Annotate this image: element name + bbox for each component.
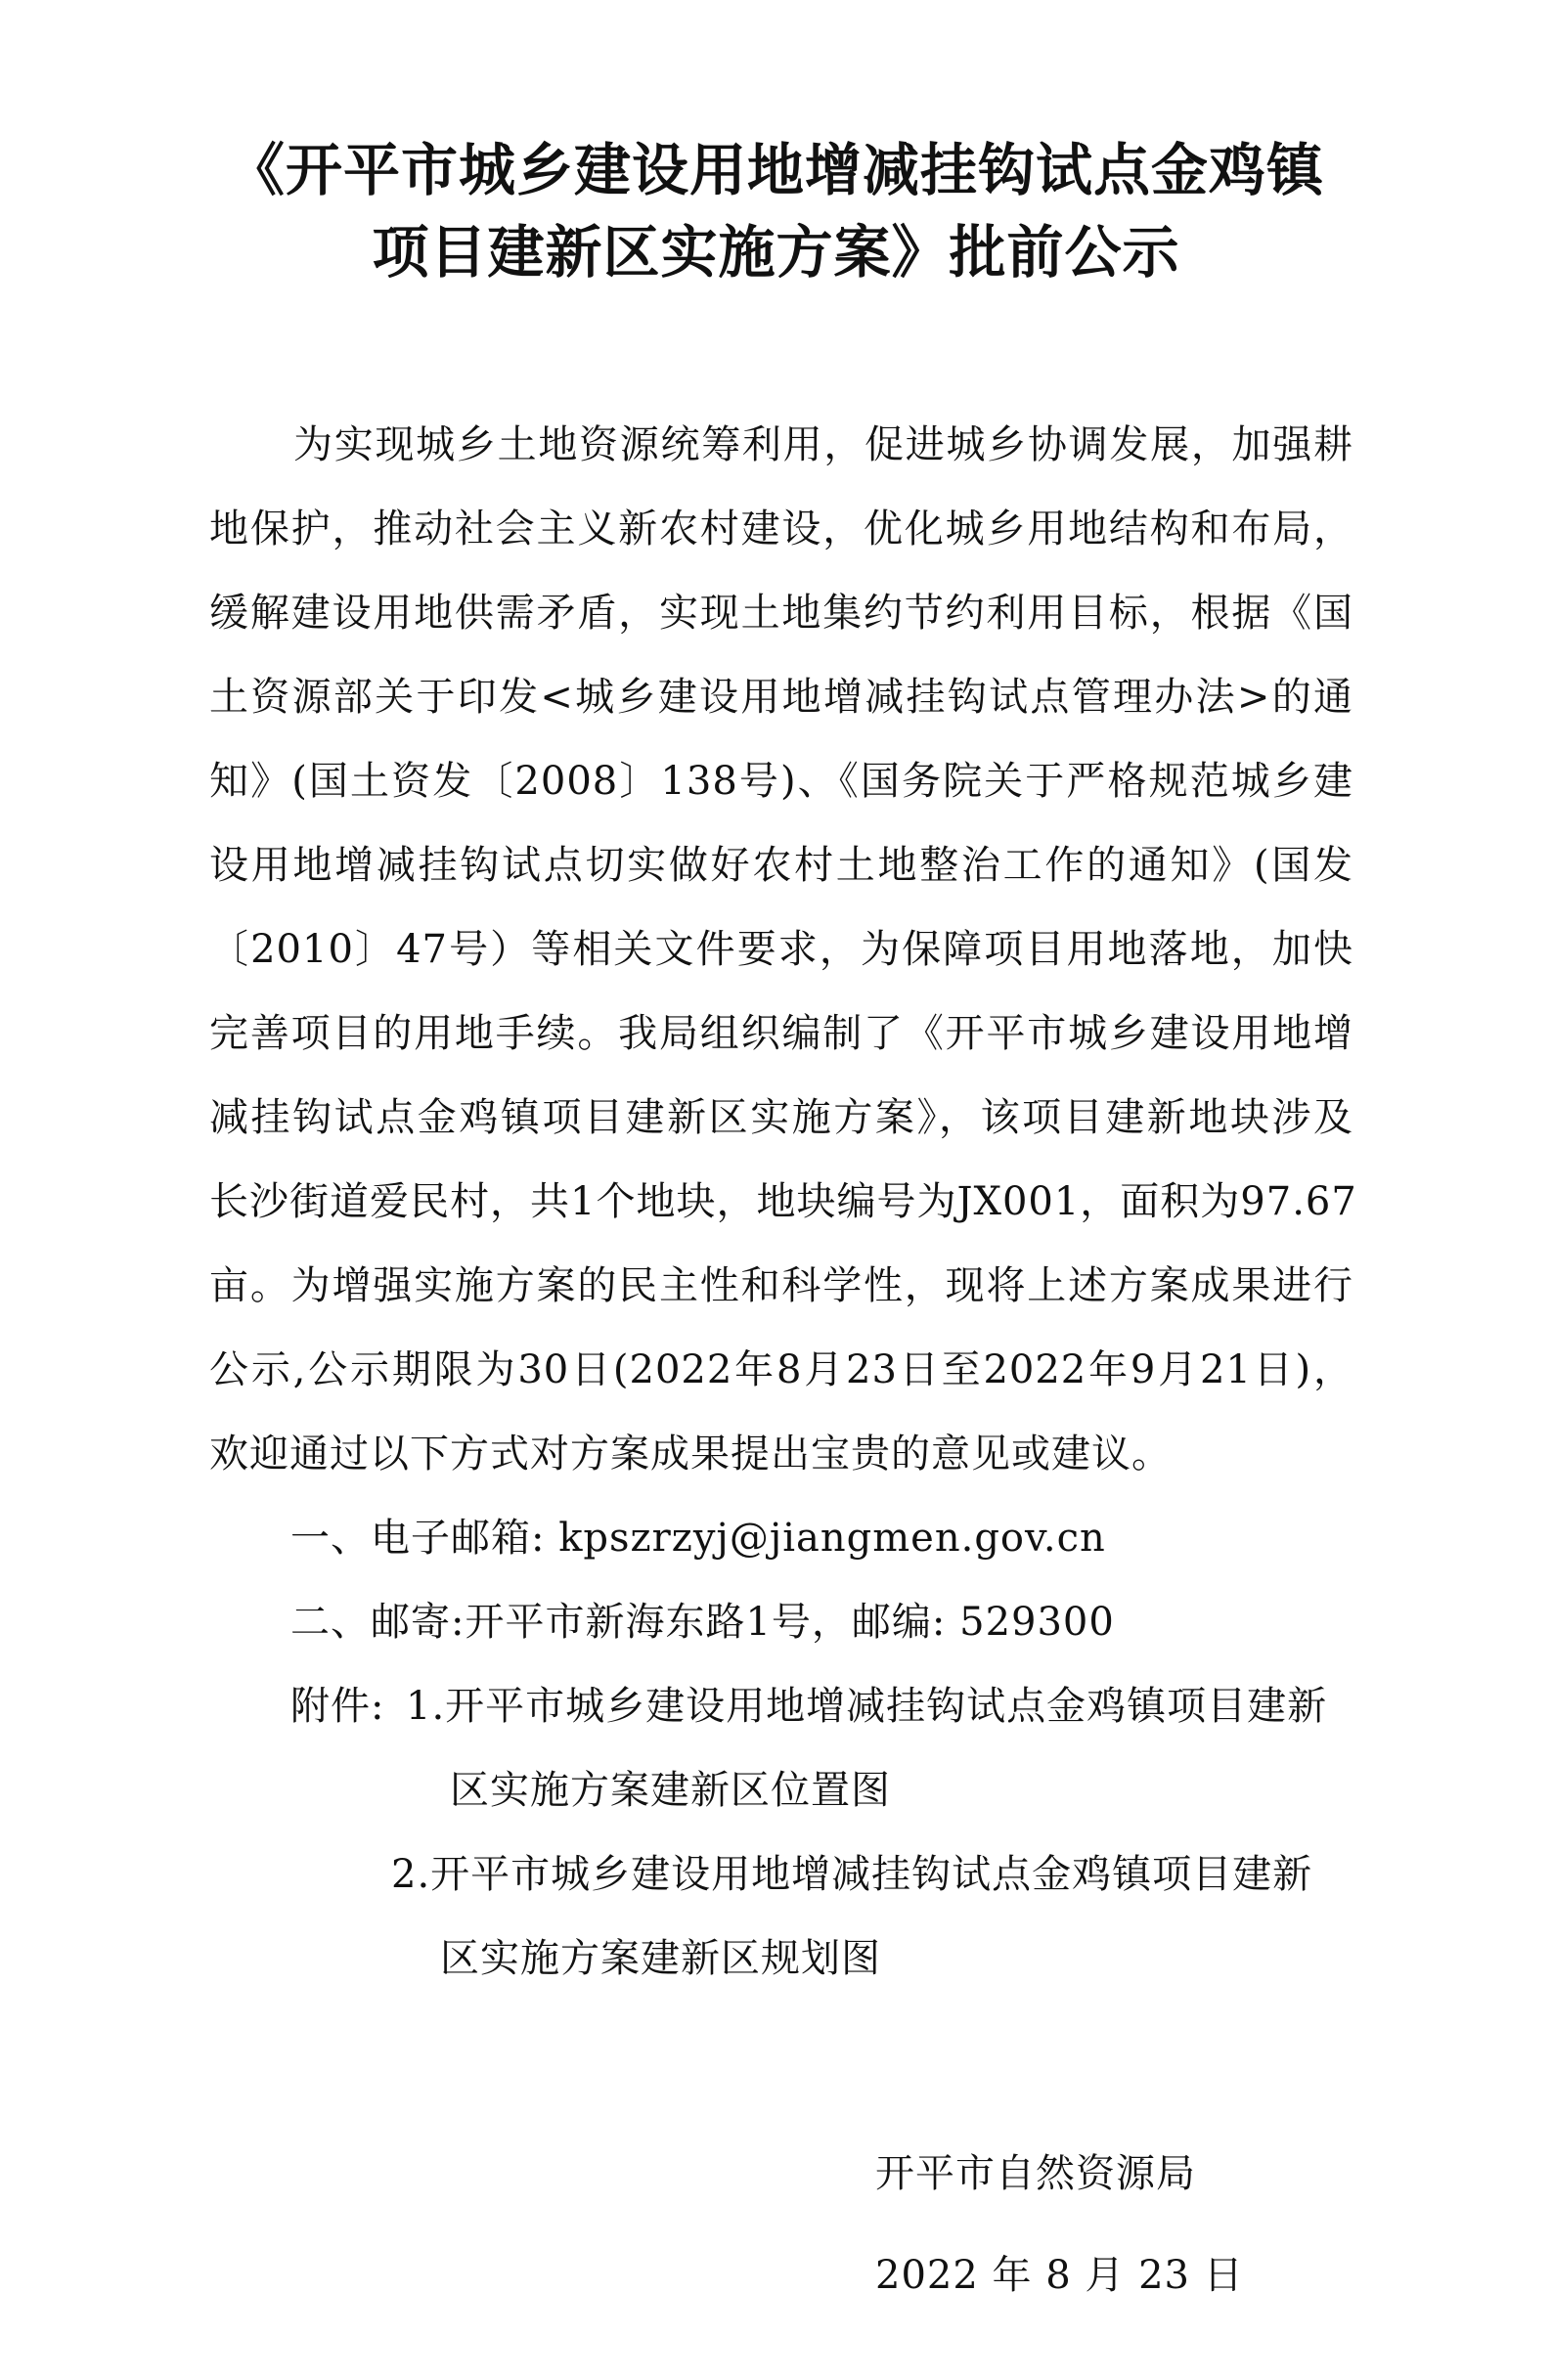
- body-line: 完善项目的用地手续。我局组织编制了《开平市城乡建设用地增: [209, 1011, 1353, 1056]
- body-line: 土资源部关于印发<城乡建设用地增减挂钩试点管理办法>的通: [209, 675, 1353, 720]
- body-line: 欢迎通过以下方式对方案成果提出宝贵的意见或建议。: [209, 1432, 1172, 1476]
- attachment-item-2-cont: 区实施方案建新区规划图: [440, 1936, 881, 1981]
- signature-date: 2022 年 8 月 23 日: [875, 2253, 1244, 2298]
- attachment-item-2: 2.开平市城乡建设用地增减挂钩试点金鸡镇项目建新: [391, 1852, 1313, 1897]
- body-line: 为实现城乡土地资源统筹利用，促进城乡协调发展，加强耕: [293, 422, 1353, 467]
- body-line: 长沙街道爱民村，共1个地块，地块编号为JX001，面积为97.67: [209, 1179, 1357, 1224]
- body-line: 缓解建设用地供需矛盾，实现土地集约节约利用目标，根据《国: [209, 591, 1353, 636]
- body-line: 地保护，推动社会主义新农村建设，优化城乡用地结构和布局，: [209, 507, 1353, 551]
- body-line: 公示,公示期限为30日(2022年8月23日至2022年9月21日)，: [209, 1347, 1353, 1392]
- body-line: 设用地增减挂钩试点切实做好农村土地整治工作的通知》(国发: [209, 843, 1353, 888]
- attachment-label: 附件:: [290, 1684, 385, 1729]
- body-line: 减挂钩试点金鸡镇项目建新区实施方案》，该项目建新地块涉及: [209, 1095, 1353, 1140]
- contact-mail: 二、邮寄:开平市新海东路1号，邮编: 529300: [290, 1600, 1115, 1645]
- body-line: 知》(国土资发〔2008〕138号)、《国务院关于严格规范城乡建: [209, 759, 1353, 804]
- title-line-1: 《开平市城乡建设用地增减挂钩试点金鸡镇: [227, 137, 1324, 203]
- title-line-2: 项目建新区实施方案》批前公示: [372, 219, 1180, 286]
- signature-org: 开平市自然资源局: [875, 2151, 1196, 2196]
- body-line: 〔2010〕47号）等相关文件要求，为保障项目用地落地，加快: [209, 927, 1353, 972]
- body-line: 亩。为增强实施方案的民主性和科学性，现将上述方案成果进行: [209, 1263, 1353, 1308]
- contact-email: 一、电子邮箱: kpszrzyj@jiangmen.gov.cn: [290, 1516, 1106, 1561]
- attachment-item-1: 1.开平市城乡建设用地增减挂钩试点金鸡镇项目建新: [406, 1684, 1328, 1729]
- attachment-item-1-cont: 区实施方案建新区位置图: [450, 1768, 891, 1813]
